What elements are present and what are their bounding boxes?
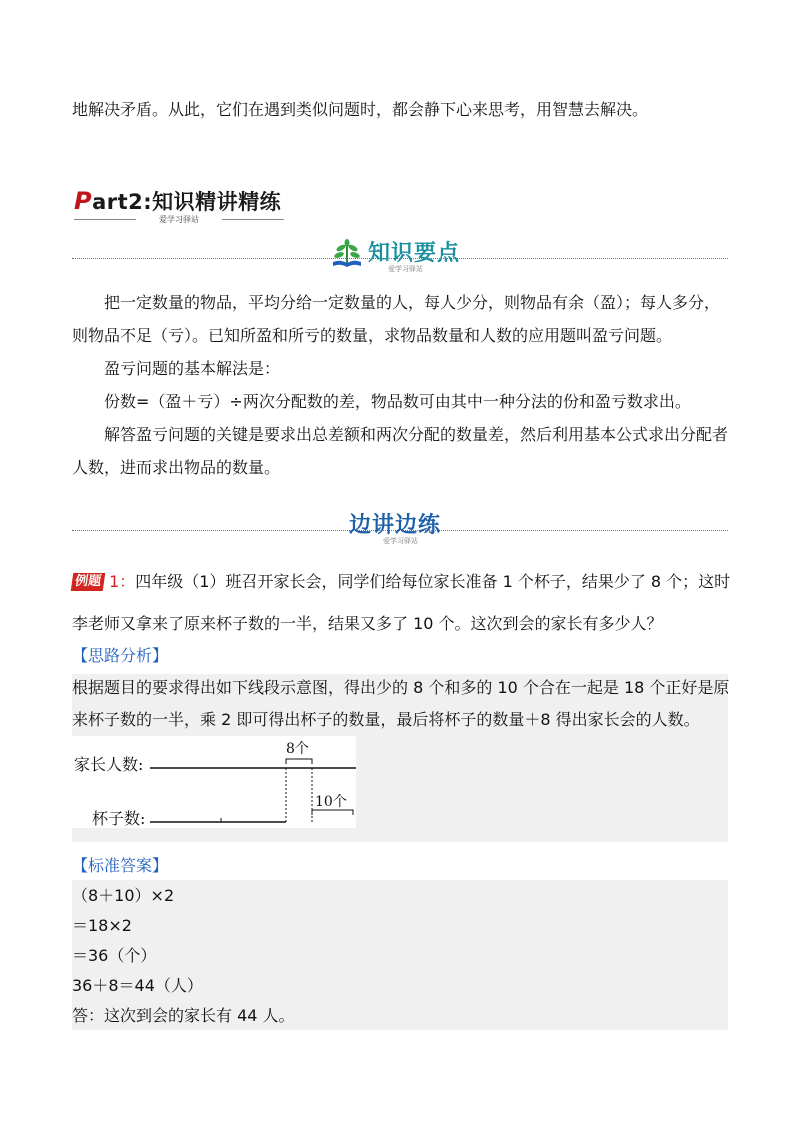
part2-subtitle: 爱学习驿站 [74, 214, 284, 225]
knowledge-subtitle: 爱学习驿站 [388, 265, 423, 273]
example-number: 1： [109, 572, 136, 591]
analysis-line-2: 来杯子数的一半，乘 2 即可得出杯子的数量，最后将杯子的数量＋8 得出家长会的人数。 [72, 710, 700, 729]
answer-line-4: 36＋8＝44（人） [72, 976, 203, 995]
answer-line-5: 答：这次到会的家长有 44 人。 [72, 1006, 295, 1025]
knowledge-line-4: 份数=（盈＋亏）÷两次分配数的差，物品数可由其中一种分法的份和盈亏数求出。 [104, 392, 691, 411]
knowledge-line-2: 则物品不足（亏）。已知所盈和所亏的数量，求物品数量和人数的应用题叫盈亏问题。 [72, 326, 673, 345]
practice-subtitle: 爱学习驿站 [383, 537, 418, 545]
knowledge-line-1: 把一定数量的物品，平均分给一定数量的人，每人少分，则物品有余（盈）；每人多分， [104, 293, 721, 312]
analysis-line-1: 根据题目的要求得出如下线段示意图，得出少的 8 个和多的 10 个合在一起是 18 个正好是原 [72, 678, 730, 697]
diagram-row2-label: 杯子数: [92, 809, 146, 828]
part2-heading [74, 186, 281, 226]
brace-label-8: 8个 [286, 741, 309, 757]
analysis-label: 【思路分析】 [72, 646, 169, 665]
example-text-1: 四年级（1）班召开家长会，同学们给每位家长准备 1 个杯子，结果少了 8 个；这时 [135, 572, 731, 591]
answer-line-3: ＝36（个） [72, 946, 157, 965]
example-line-2: 李老师又拿来了原来杯子数的一半，结果又多了 10 个。这次到会的家长有多少人？ [72, 614, 663, 633]
answer-line-2: ＝18×2 [72, 916, 132, 935]
diagram-row1-label: 家长人数: [74, 755, 144, 774]
answer-line-1: （8＋10）×2 [72, 886, 175, 905]
answer-label: 【标准答案】 [72, 856, 169, 875]
example-line-1 [72, 566, 730, 598]
segment-diagram [72, 736, 356, 828]
brace-label-10: 10个 [315, 794, 347, 810]
book-tree-icon [330, 238, 364, 268]
knowledge-line-6: 人数，进而求出物品的数量。 [72, 458, 281, 477]
knowledge-line-5: 解答盈亏问题的关键是要求出总差额和两次分配的数量差，然后利用基本公式求出分配者 [104, 425, 729, 444]
knowledge-line-3: 盈亏问题的基本解法是： [104, 359, 281, 378]
example-badge: 例题 [71, 573, 106, 591]
knowledge-title: 知识要点 [368, 241, 461, 266]
part2-title-p: P [74, 187, 93, 215]
intro-paragraph-tail: 地解决矛盾。从此，它们在遇到类似问题时，都会静下心来思考，用智慧去解决。 [72, 100, 649, 119]
part2-title: art2:知识精讲精练 [92, 190, 282, 214]
practice-title: 边讲边练 [349, 513, 442, 538]
